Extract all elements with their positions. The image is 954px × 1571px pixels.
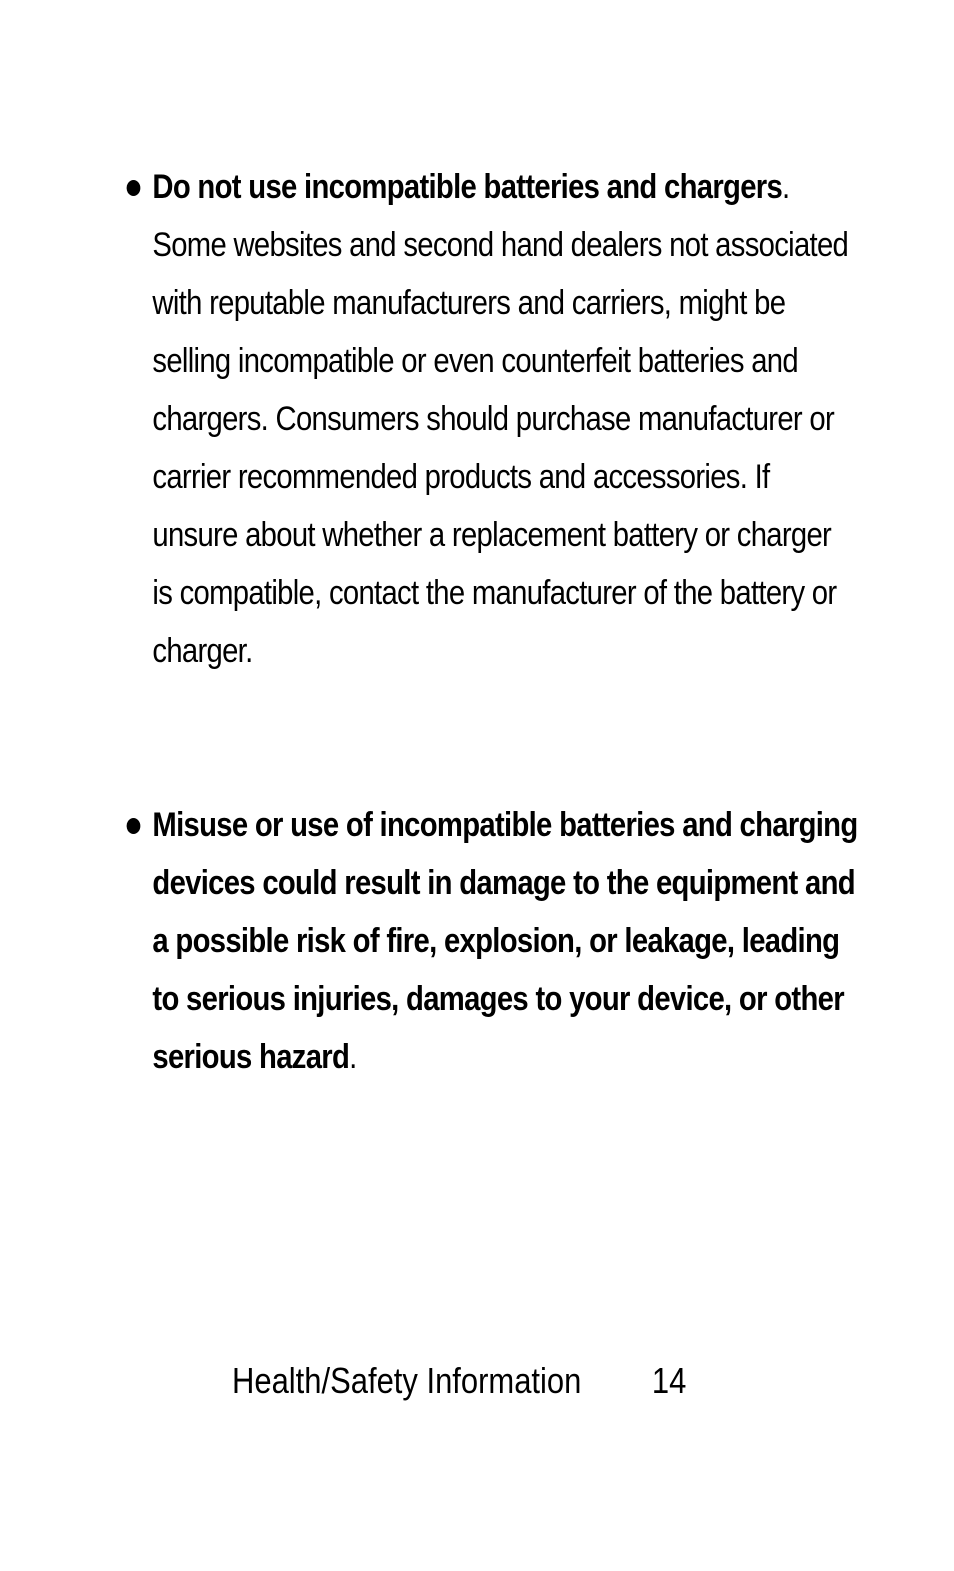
bullet-text: . Some websites and second hand dealers not associated with reputable manufacturers and carriers, might be selling incompatible or even counterfeit batteries and chargers. Consumers should purchase manufacturer or carrier recommended products and accessories. If unsure about whether a replacement battery or charger is compatible, contact the manufacturer of the battery or charger.: [152, 168, 849, 670]
bullet-text: .: [349, 1038, 357, 1076]
list-item: [118, 158, 858, 796]
page-footer: [232, 1358, 686, 1404]
bullet-heading: Misuse or use of incompatible batteries and charging devices could result in damage to the equipment and a possible risk of fire, explosion, or leakage, leading to serious injuries, damages to your device, or other serious hazard: [152, 806, 858, 1076]
page-number: 14: [651, 1360, 687, 1401]
list-item: [118, 796, 858, 1086]
bullet-icon: [127, 818, 141, 834]
footer-section-title: Health/Safety Information: [232, 1360, 582, 1401]
bullet-list: [118, 158, 858, 1086]
bullet-icon: [127, 180, 141, 196]
bullet-heading: Do not use incompatible batteries and chargers: [152, 168, 783, 206]
page-content: [118, 158, 858, 1086]
